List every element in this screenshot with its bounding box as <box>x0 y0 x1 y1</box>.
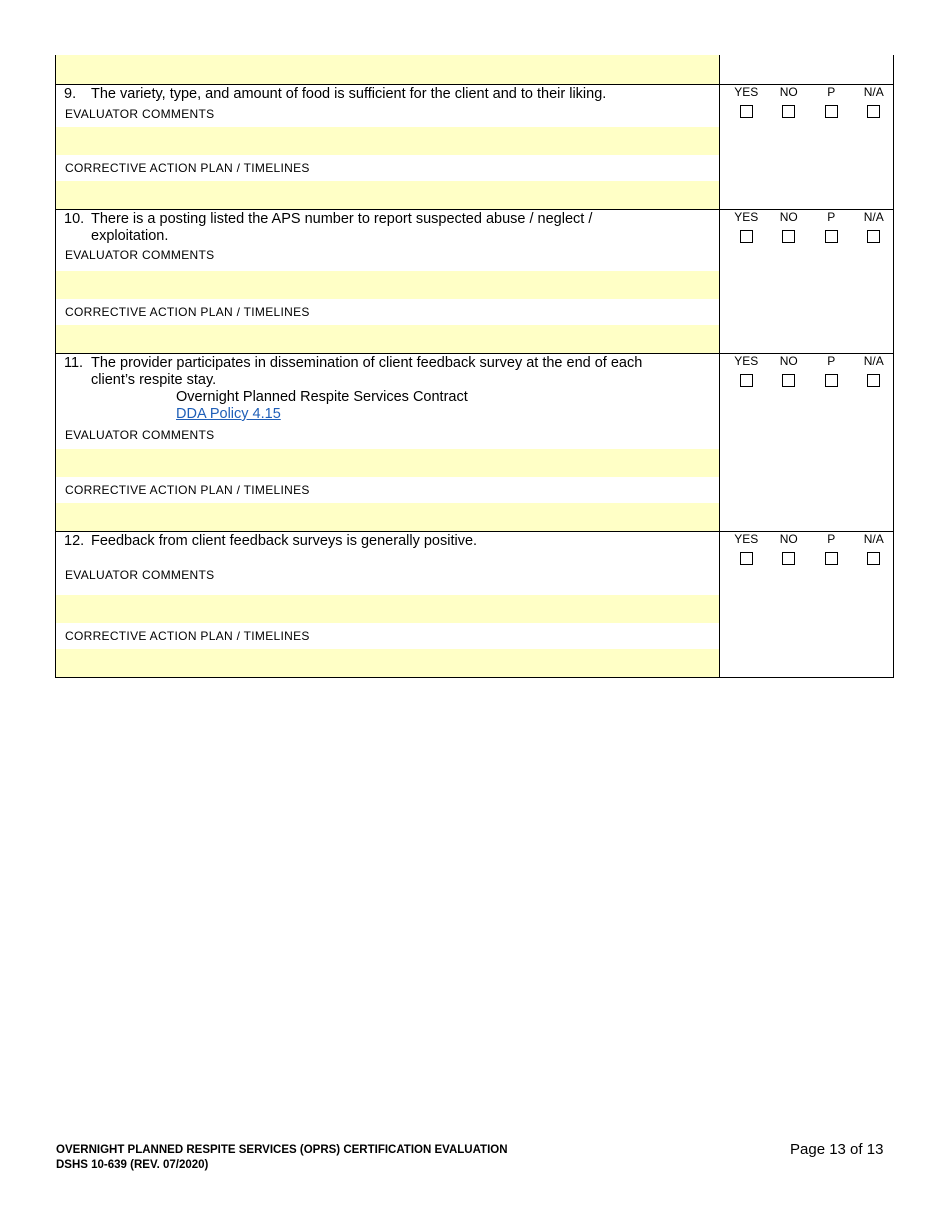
form-footer <box>56 1143 508 1173</box>
partial-checkbox[interactable] <box>825 105 838 118</box>
question-12 <box>55 531 894 677</box>
question-number: 9. <box>64 86 77 102</box>
previous-section-fill <box>55 55 894 84</box>
na-checkbox[interactable] <box>867 230 880 243</box>
question-text-continued: exploitation. <box>91 228 169 244</box>
no-checkbox[interactable] <box>782 374 795 387</box>
evaluation-form <box>55 55 894 678</box>
na-checkbox[interactable] <box>867 374 880 387</box>
evaluator-comments-field[interactable] <box>56 271 719 299</box>
form-title: OVERNIGHT PLANNED RESPITE SERVICES (OPRS) CERTIFICATION EVALUATION <box>56 1144 508 1156</box>
page-number: Page 13 of 13 <box>790 1141 884 1158</box>
na-checkbox[interactable] <box>867 552 880 565</box>
question-text: The variety, type, and amount of food is sufficient for the client and to their liking. <box>91 86 607 102</box>
corrective-action-label: CORRECTIVE ACTION PLAN / TIMELINES <box>65 161 310 175</box>
answer-checkboxes: YES NO P N/A <box>720 354 895 392</box>
question-text-continued: client’s respite stay. <box>91 372 217 388</box>
evaluator-comments-field[interactable] <box>56 449 719 477</box>
question-number: 12. <box>64 533 85 549</box>
no-checkbox[interactable] <box>782 105 795 118</box>
evaluator-comments-label: EVALUATOR COMMENTS <box>65 428 215 442</box>
no-checkbox[interactable] <box>782 552 795 565</box>
na-checkbox[interactable] <box>867 105 880 118</box>
partial-checkbox[interactable] <box>825 552 838 565</box>
evaluator-comments-label: EVALUATOR COMMENTS <box>65 568 215 582</box>
question-9 <box>55 84 894 209</box>
reference-contract: Overnight Planned Respite Services Contract <box>176 389 468 405</box>
yes-checkbox[interactable] <box>740 230 753 243</box>
question-number: 11. <box>64 355 84 371</box>
corrective-action-label: CORRECTIVE ACTION PLAN / TIMELINES <box>65 629 310 643</box>
evaluator-comments-label: EVALUATOR COMMENTS <box>65 107 215 121</box>
corrective-action-label: CORRECTIVE ACTION PLAN / TIMELINES <box>65 305 310 319</box>
answer-checkboxes: YES NO P N/A <box>720 210 895 248</box>
answer-checkboxes: YES NO P N/A <box>720 85 895 123</box>
evaluator-comments-label: EVALUATOR COMMENTS <box>65 248 215 262</box>
question-10 <box>55 209 894 353</box>
form-number: DSHS 10-639 (REV. 07/2020) <box>56 1159 209 1171</box>
corrective-action-field[interactable] <box>56 181 719 209</box>
question-text: There is a posting listed the APS number to report suspected abuse / neglect / <box>91 211 593 227</box>
partial-checkbox[interactable] <box>825 230 838 243</box>
dda-policy-link[interactable]: DDA Policy 4.15 <box>176 406 281 422</box>
corrective-action-field[interactable] <box>55 55 720 84</box>
partial-checkbox[interactable] <box>825 374 838 387</box>
question-text: Feedback from client feedback surveys is generally positive. <box>91 533 478 549</box>
evaluator-comments-field[interactable] <box>56 127 719 155</box>
question-number: 10. <box>64 211 85 227</box>
no-checkbox[interactable] <box>782 230 795 243</box>
question-11 <box>55 353 894 531</box>
yes-checkbox[interactable] <box>740 552 753 565</box>
corrective-action-field[interactable] <box>56 503 719 531</box>
yes-checkbox[interactable] <box>740 105 753 118</box>
corrective-action-label: CORRECTIVE ACTION PLAN / TIMELINES <box>65 483 310 497</box>
answer-checkboxes: YES NO P N/A <box>720 532 895 570</box>
question-text: The provider participates in dissemination of client feedback survey at the end of each <box>91 355 643 371</box>
evaluator-comments-field[interactable] <box>56 595 719 623</box>
corrective-action-field[interactable] <box>56 325 719 353</box>
corrective-action-field[interactable] <box>56 649 719 677</box>
yes-checkbox[interactable] <box>740 374 753 387</box>
